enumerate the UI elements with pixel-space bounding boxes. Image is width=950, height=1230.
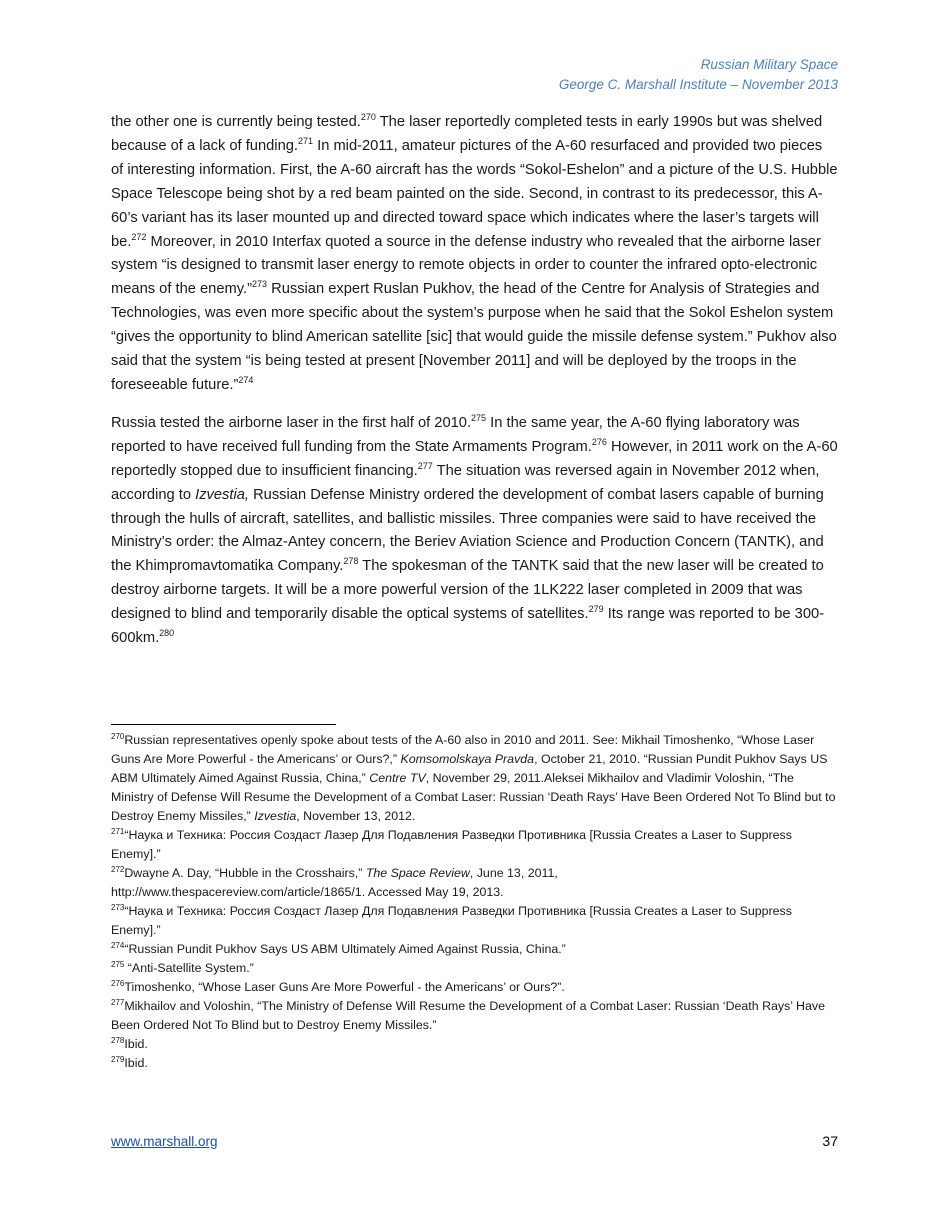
footnote-274	[111, 940, 838, 959]
footnote-text: “Anti-Satellite System.”	[124, 961, 254, 975]
footnote-ref[interactable]: 280	[159, 628, 175, 639]
footnote-270	[111, 731, 838, 826]
footnote-ref[interactable]: 276	[591, 436, 607, 447]
footnote-text: “Наука и Техника: Россия Создаст Лазер Для Подавления Разведки Противника [Russia Creates a Laser to Suppress Enemy].”	[111, 904, 792, 937]
footnote-number: 279	[111, 1055, 125, 1064]
footnote-number: 273	[111, 903, 125, 912]
footnote-277	[111, 997, 838, 1035]
footnote-ref[interactable]: 273	[251, 279, 267, 290]
text-run: the other one is currently being tested.	[111, 114, 361, 130]
text-run: However, in 2011 work on the A-60 reportedly stopped due to insufficient financing.	[111, 438, 838, 479]
footnote-number: 274	[111, 941, 125, 950]
footnote-number: 270	[111, 732, 125, 741]
footnote-276	[111, 978, 838, 997]
footnote-275	[111, 959, 838, 978]
footnote-number: 275	[111, 960, 125, 969]
italic-title: Izvestia	[254, 809, 297, 823]
footnote-text: Ibid.	[124, 1037, 148, 1051]
footnote-ref[interactable]: 277	[417, 460, 433, 471]
footnote-text: “Наука и Техника: Россия Создаст Лазер Для Подавления Разведки Противника [Russia Creates a Laser to Suppress Enemy].”	[111, 828, 792, 861]
footnote-text: Dwayne A. Day, “Hubble in the Crosshairs,”	[124, 866, 366, 880]
header-title: Russian Military Space	[700, 57, 838, 72]
footnote-text: , June 13, 2011,	[469, 866, 558, 880]
footnote-number: 276	[111, 979, 125, 988]
footnote-279	[111, 1054, 838, 1073]
text-run: The laser reportedly completed tests in early 1990s but was shelved because of a lack of funding.	[111, 114, 823, 154]
text-run: The spokesman of the TANTK said that the new laser will be created to destroy airborne targets. It will be a more powerful version of the 1LK222 laser completed in 2009 that was designed to blind and temporarily disable the optical systems of satellites.	[111, 558, 824, 623]
text-run: Russia tested the airborne laser in the first half of 2010.	[111, 414, 472, 431]
footnote-text: , November 13, 2012.	[296, 809, 416, 823]
footnote-text: , November 29, 2011.Aleksei Mikhailov and Vladimir Voloshin, “The Ministry of Defense Will Resume the Development of a Combat Laser: Russian ‘Death Rays’ Have Been Ordered Not To Blind but to Destroy Enemy Missiles,”	[111, 771, 836, 823]
footnote-number: 271	[111, 827, 125, 836]
footnote-ref[interactable]: 272	[131, 231, 147, 242]
footnote-273	[111, 902, 838, 940]
header-subtitle: George C. Marshall Institute – November 2013	[558, 77, 838, 92]
page-number: 37	[822, 1133, 838, 1149]
main-text	[111, 111, 838, 665]
footnote-ref[interactable]: 279	[588, 604, 604, 615]
footnote-number: 272	[111, 865, 125, 874]
website-link[interactable]: www.marshall.org	[111, 1134, 218, 1149]
footnote-271	[111, 826, 838, 864]
footnote-ref[interactable]: 278	[343, 556, 359, 567]
footnotes	[111, 731, 838, 1073]
footnote-number: 277	[111, 998, 125, 1007]
text-run: In mid-2011, amateur pictures of the A-60 resurfaced and provided two pieces of interesting information. First, the A-60 aircraft has the words “Sokol-Eshelon” and a picture of the U.S. Hubble Space Telescope being shot by a red beam painted on the side. Second, in contrast to its predecessor, this A-60’s variant has its laser mounted up and directed toward space which indicates where the laser’s targets will be.	[111, 137, 838, 250]
italic-title: The Space Review	[365, 866, 470, 880]
paragraph-1	[111, 111, 838, 398]
footnote-text: “Russian Pundit Pukhov Says US ABM Ultimately Aimed Against Russia, China.”	[124, 942, 566, 956]
footnote-number: 278	[111, 1036, 125, 1045]
paragraph-2	[111, 412, 838, 651]
footnote-ref[interactable]: 274	[238, 374, 254, 385]
footnote-278	[111, 1035, 838, 1054]
footnote-ref[interactable]: 270	[360, 112, 376, 122]
footnote-text: Mikhailov and Voloshin, “The Ministry of Defense Will Resume the Development of a Combat Laser: Russian ‘Death Rays’ Have Been Ordered Not To Blind but to Destroy Enemy Missiles.”	[111, 999, 825, 1032]
italic-title: Izvestia,	[195, 486, 249, 503]
text-run: Russian expert Ruslan Pukhov, the head of the Centre for Analysis of Strategies and Technologies, was even more specific about the system’s purpose when he said that the Sokol Eshelon system “gives the opportunity to blind American satellite [sic] that would guide the missile defense system.” Pukhov also said that the system “is being tested at present [November 2011] and will be deployed by the troops in the foreseeable future.”	[111, 281, 837, 393]
footnote-272	[111, 864, 838, 902]
footnote-ref[interactable]: 275	[471, 412, 487, 423]
footnote-text: , October 21, 2010. “Russian Pundit Pukhov Says US ABM Ultimately Aimed Against Russia, China,”	[111, 752, 828, 785]
footnote-text: Ibid.	[124, 1056, 148, 1070]
italic-title: Centre TV	[369, 771, 426, 785]
footnote-text: Russian representatives openly spoke about tests of the A-60 also in 2010 and 2011. See: Mikhail Timoshenko, “Whose Laser Guns Are More Powerful - the Americans’ or Ours?,”	[111, 733, 815, 766]
text-run: In the same year, the A-60 flying laboratory was reported to have received full funding from the State Armaments Program.	[111, 414, 800, 455]
text-run: Its range was reported to be 300-600km.	[111, 606, 825, 647]
text-run: Russian Defense Ministry ordered the development of combat lasers capable of burning through the hulls of aircraft, satellites, and ballistic missiles. Three companies were said to have received the Ministry’s order: the Almaz-Antey concern, the Beriev Aviation Science and Production Concern (TANTK), and the Khimpromavtomatika Company.	[111, 486, 824, 575]
text-run: Moreover, in 2010 Interfax quoted a source in the defense industry who revealed that the airborne laser system “is designed to transmit laser energy to remote objects in order to counter the infrared opto-electronic means of the enemy.”	[111, 233, 821, 298]
footnote-url[interactable]: http://www.thespacereview.com/article/1865/1. Accessed May 19, 2013.	[111, 885, 504, 899]
text-run: The situation was reversed again in November 2012 when, according to	[111, 462, 820, 503]
italic-title: Komsomolskaya Pravda	[400, 752, 535, 766]
footnote-separator	[111, 724, 336, 725]
running-header	[559, 55, 838, 95]
footnote-text: Timoshenko, “Whose Laser Guns Are More Powerful - the Americans’ or Ours?”.	[124, 980, 565, 994]
footnote-ref[interactable]: 271	[298, 135, 314, 146]
